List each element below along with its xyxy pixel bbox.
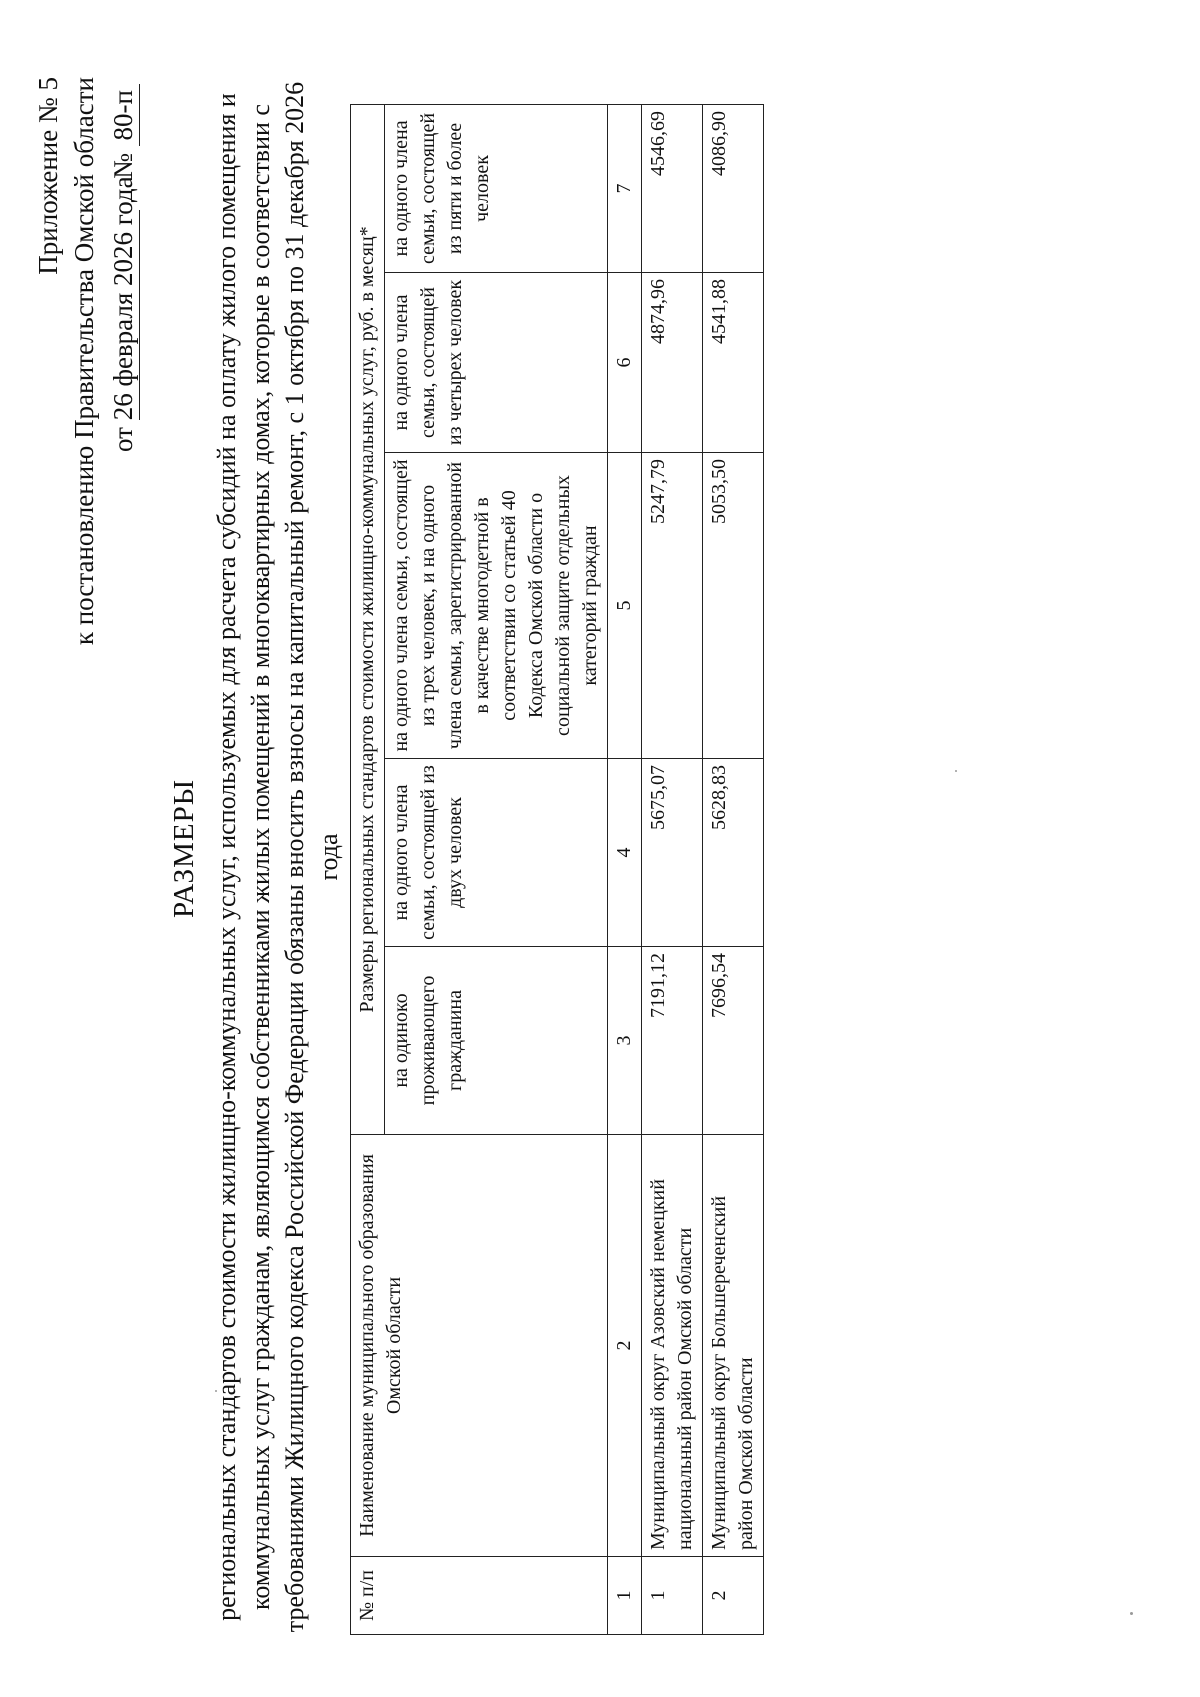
value-family-5plus: 4086,90 [703, 104, 764, 272]
table-row [703, 104, 764, 1634]
row-number: 2 [703, 1557, 764, 1635]
header-cell-standards-group: Размеры региональных стандартов стоимости жилищно-коммунальных услуг, руб. в месяц* [351, 104, 385, 1134]
subheader-family-2: на одного члена семьи, состоящей из двух человек [385, 759, 608, 947]
value-family-4: 4874,96 [642, 273, 703, 453]
municipality-name: Муниципальный округ Азовский немецкий национальный район Омской области [642, 1135, 703, 1557]
column-index: 2 [608, 1135, 642, 1557]
subheader-family-4: на одного члена семьи, состоящей из четырех человек [385, 273, 608, 453]
subheader-family-3: на одного члена семьи, состоящей из трех человек, и на одного члена семьи, зарегистрированной в качестве многодетной в соответствии со статьей 40 Кодекса Омской области о социальной защите отдельных категорий граждан [385, 453, 608, 759]
municipality-name: Муниципальный округ Большереченский район Омской области [703, 1135, 764, 1557]
column-index-row [608, 104, 642, 1634]
header-row [351, 104, 385, 1634]
appendix-number: Приложение № 5 [33, 77, 63, 275]
column-index: 5 [608, 453, 642, 759]
document-heading: региональных стандартов стоимости жилищно-коммунальных услуг, используемых для расчета субсидий на оплату жилого помещения и коммунальных услуг гражданам, являющимся собственниками жилых помещений в многоквартирных домах, которые в соответствии с требованиями Жилищного кодекса Российской Федерации обязаны вносить взносы на капитальный ремонт, с 1 октября по 31 декабря 2026 года [212, 81, 343, 1633]
appendix-decree-reference: к постановлению Правительства Омской области [69, 77, 99, 646]
column-index: 4 [608, 759, 642, 947]
header-cell-municipality: Наименование муниципального образования Омской области [351, 1135, 608, 1557]
column-index: 6 [608, 273, 642, 453]
date-prefix: от [108, 427, 138, 452]
column-index: 3 [608, 947, 642, 1135]
number-prefix: № [108, 153, 138, 179]
value-family-2: 5675,07 [642, 759, 703, 947]
decree-number: 80-п [108, 84, 140, 146]
document-title: РАЗМЕРЫ [168, 778, 200, 919]
appendix-block [30, 77, 102, 717]
decree-date-line [108, 92, 140, 452]
value-family-4: 4541,88 [703, 273, 764, 453]
value-single: 7191,12 [642, 947, 703, 1135]
subheader-single: на одиноко проживающего гражданина [385, 947, 608, 1135]
value-family-3: 5053,50 [703, 453, 764, 759]
header-cell-number: № п/п [351, 1557, 608, 1635]
column-index: 7 [608, 104, 642, 272]
decree-date: 26 февраля 2026 года [108, 176, 138, 421]
value-family-2: 5628,83 [703, 759, 764, 947]
value-single: 7696,54 [703, 947, 764, 1135]
subheader-family-5plus: на одного члена семьи, состоящей из пяти и более человек [385, 104, 608, 272]
column-index: 1 [608, 1557, 642, 1635]
standards-table [350, 104, 764, 1635]
value-family-5plus: 4546,69 [642, 104, 703, 272]
row-number: 1 [642, 1557, 703, 1635]
value-family-3: 5247,79 [642, 453, 703, 759]
table-row [642, 104, 703, 1634]
